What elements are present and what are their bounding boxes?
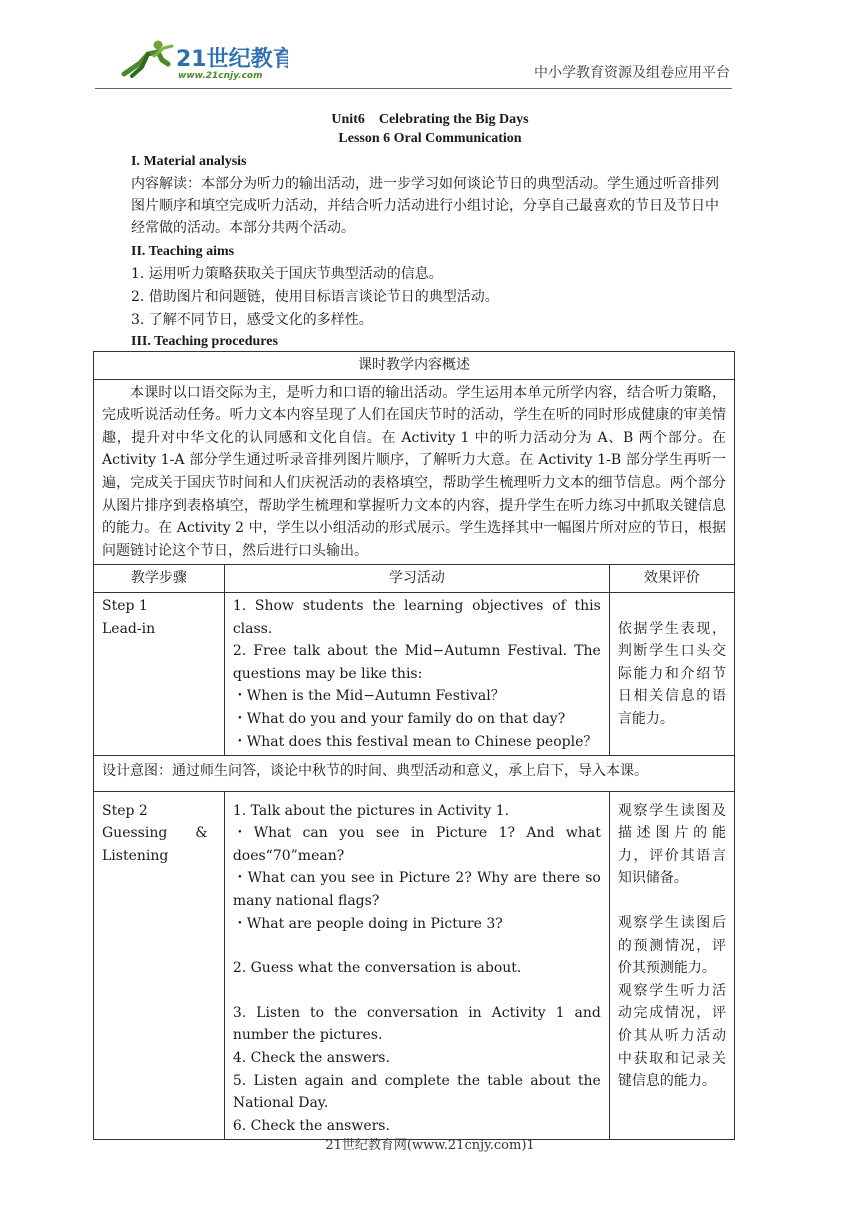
aim-item: 1. 运用听力策略获取关于国庆节典型活动的信息。 xyxy=(131,266,443,282)
material-heading: I. Material analysis xyxy=(131,154,247,169)
header-divider xyxy=(95,88,732,89)
col-eval-header: 效果评价 xyxy=(609,565,734,593)
aim-item: 3. 了解不同节日，感受文化的多样性。 xyxy=(131,312,373,328)
procedures-table xyxy=(93,351,735,1140)
col-activity-header: 学习活动 xyxy=(224,565,609,593)
svg-text:21世纪教育: 21世纪教育 xyxy=(176,47,288,72)
step-activities: 1. Show students the learning objectives of this class. 2. Free talk about the Mid−Autumn Festival. The questions may be like this: ・When is the Mid−Autumn Festival？ ・What do you and your family do on that day? ・What does this festival mean to Chinese people？ xyxy=(224,592,609,755)
material-text: 内容解读：本部分为听力的输出活动，进一步学习如何谈论节日的典型活动。学生通过听音排列图片顺序和填空完成听力活动，并结合听力活动进行小组讨论，分享自己最喜欢的节日及节日中经常做的活动。本部分共两个活动。 xyxy=(131,176,719,236)
svg-text:www.21cnjy.com: www.21cnjy.com xyxy=(178,71,263,81)
page-header xyxy=(0,0,860,92)
aims-heading: II. Teaching aims xyxy=(131,244,235,259)
step-eval: 观察学生读图及描述图片的能力，评价其语言知识储备。 观察学生读图后的预测情况，评价其预测能力。 观察学生听力活动完成情况，评价其从听力活动中获取和记录关键信息的能力。 xyxy=(609,791,734,1140)
design-intent: 设计意图：通过师生问答，谈论中秋节的时间、典型活动和意义，承上启下，导入本课。 xyxy=(94,756,735,792)
site-logo xyxy=(118,36,288,82)
aim-item: 2. 借助图片和问题链，使用目标语言谈论节日的典型活动。 xyxy=(131,289,499,305)
overview-title: 课时教学内容概述 xyxy=(94,352,735,380)
table-row xyxy=(94,791,735,1140)
step-activities: 1. Talk about the pictures in Activity 1. ・What can you see in Picture 1? And what does“70”mean? ・What can you see in Picture 2? Why are there so many national flags? ・What are people doing in Picture 3? 2. Guess what the conversation is about. 3. Listen to the conversation in Activity 1 and number the pictures. 4. Check the answers. 5. Listen again and complete the table about the National Day. 6. Check the answers. xyxy=(224,791,609,1140)
platform-name: 中小学教育资源及组卷应用平台 xyxy=(534,65,730,81)
step-eval: 依据学生表现，判断学生口头交际能力和介绍节日相关信息的语言能力。 xyxy=(609,592,734,755)
step-name: Step 1 Lead-in xyxy=(94,592,225,755)
lesson-title: Lesson 6 Oral Communication xyxy=(338,131,522,146)
page-footer: 21世纪教育网(www.21cnjy.com)1 xyxy=(325,1138,535,1153)
procedures-heading: III. Teaching procedures xyxy=(131,334,278,349)
unit-title: Unit6 Celebrating the Big Days xyxy=(331,112,529,127)
table-row xyxy=(94,592,735,755)
runner-logo-icon xyxy=(118,36,288,82)
overview-text: 本课时以口语交际为主，是听力和口语的输出活动。学生运用本单元所学内容，结合听力策略，完成听说活动任务。听力文本内容呈现了人们在国庆节时的活动，学生在听的同时形成健康的审美情趣，提升对中华文化的认同感和文化自信。在 Activity 1 中的听力活动分为 A、B 两个部分。在 Activity 1-A 部分学生通过听录音排列图片顺序，了解听力大意。在 Activity 1-B 部分学生再听一遍，完成关于国庆节时间和人们庆祝活动的表格填空，帮助学生梳理听力文本的细节信息。两个部分从图片排序到表格填空，帮助学生梳理和掌握听力文本的内容，提升学生在听力练习中抓取关键信息的能力。在 Activity 2 中，学生以小组活动的形式展示。学生选择其中一幅图片所对应的节日，根据问题链讨论这个节日，然后进行口头输出。 xyxy=(94,379,735,565)
step-name: Step 2 Guessing & Listening xyxy=(94,791,225,1140)
col-step-header: 教学步骤 xyxy=(94,565,225,593)
